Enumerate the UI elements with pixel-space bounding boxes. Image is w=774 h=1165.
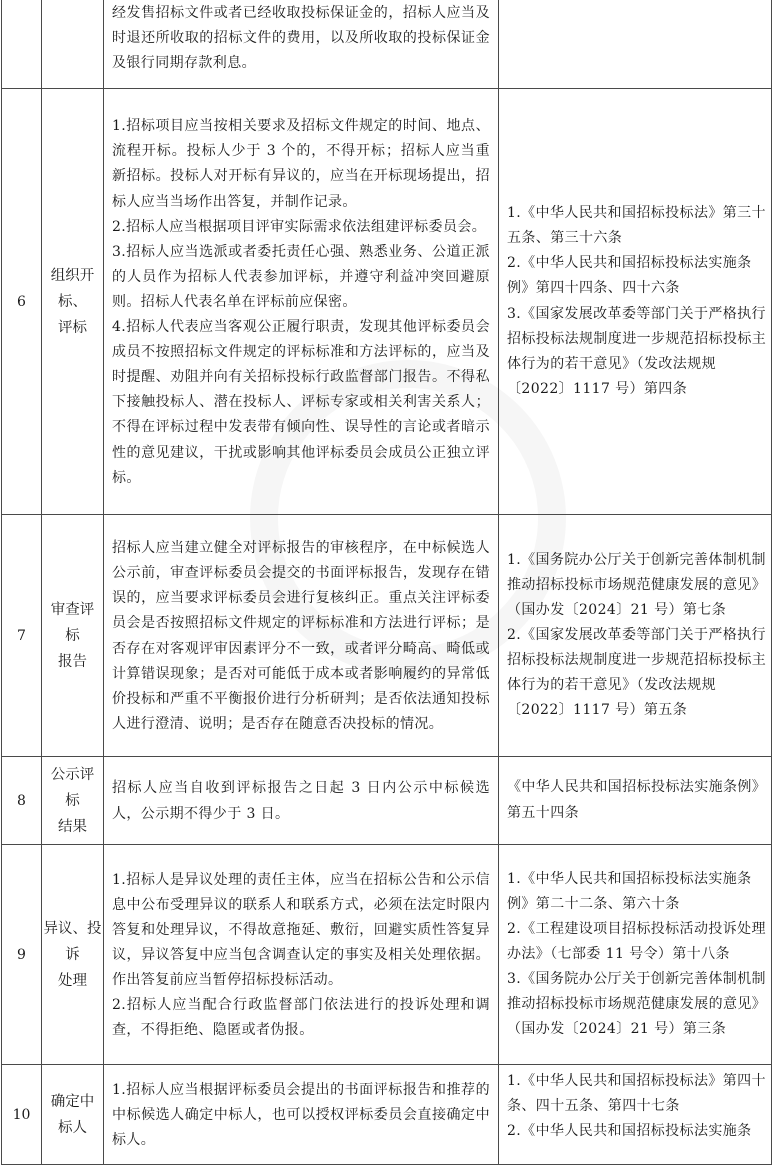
row-number (2, 0, 42, 89)
requirements-cell (104, 1065, 499, 1165)
legal-basis-cell (499, 845, 772, 1065)
item-name-line: 标 (65, 792, 80, 809)
requirement-paragraph: 2.招标人应当配合行政监督部门依法进行的投诉处理和调查，不得拒绝、隐匿或者伪报。 (112, 997, 490, 1039)
item-name-line: 处理 (58, 972, 87, 989)
requirements-cell (104, 845, 499, 1065)
requirements-cell (104, 0, 499, 89)
requirement-paragraph: 招标人应当自收到评标报告之日起 3 日内公示中标候选人，公示期不得少于 3 日。 (112, 780, 490, 822)
legal-basis-cell (499, 89, 772, 515)
legal-basis-paragraph: 3.《国家发展改革委等部门关于严格执行招标投标法规制度进一步规范招标投标主体行为的若干意见》（发改法规规〔2022〕1117 号）第四条 (507, 305, 767, 397)
requirement-paragraph: 1.招标人应当根据评标委员会提出的书面评标报告和推荐的中标候选人确定中标人，也可以授权评标委员会直接确定中标人。 (112, 1081, 490, 1149)
requirement-paragraph: 2.招标人应当根据项目评审实际需求依法组建评标委员会。 (112, 218, 487, 235)
item-name-line: 确定中 (50, 1093, 95, 1110)
table-row (2, 757, 772, 845)
item-name-line: 审查评 (50, 601, 95, 618)
item-name-line: 报告 (58, 653, 87, 670)
item-name-line: 评标 (58, 319, 87, 336)
legal-basis-paragraph: 2.《中华人民共和国招标投标法实施条 (507, 1123, 752, 1140)
requirement-paragraph: 经发售招标文件或者已经收取投标保证金的，招标人应当及时退还所收取的招标文件的费用，以及所收取的投标保证金及银行同期存款利息。 (112, 5, 490, 72)
legal-basis-paragraph: 《中华人民共和国招标投标法实施条例》第五十四条 (507, 779, 767, 821)
requirements-cell (104, 89, 499, 515)
row-number: 7 (2, 515, 42, 757)
table-row (2, 515, 772, 757)
item-name-line: 异议、投 (43, 920, 102, 937)
legal-basis-paragraph: 1.《国务院办公厅关于创新完善体制机制推动招标投标市场规范健康发展的意见》（国办发〔2024〕21 号）第七条 (507, 551, 767, 618)
legal-basis-paragraph: 1.《中华人民共和国招标投标法实施条例》第二十二条、第六十条 (507, 870, 752, 912)
item-name-line: 诉 (65, 946, 80, 963)
legal-basis-cell (499, 0, 772, 89)
legal-basis-paragraph: 1.《中华人民共和国招标投标法》第四十条、四十五条、第四十七条 (507, 1073, 766, 1115)
item-name (42, 515, 104, 757)
legal-basis-paragraph: 2.《工程建设项目招标投标活动投诉处理办法》（七部委 11 号令）第十八条 (507, 920, 766, 962)
item-name (42, 0, 104, 89)
requirements-cell (104, 757, 499, 845)
requirement-paragraph: 招标人应当建立健全对评标报告的审核程序，在中标候选人公示前，审查评标委员会提交的书面评标报告，发现存在错误的，应当要求评标委员会进行复核纠正。重点关注评标委员会是否按照招标文件规定的评标标准和方法进行评标；是否存在对客观评审因素评分不一致，或者评分畸高、畸低或计算错误现象；是否对可能低于成本或者影响履约的异常低价投标和严重不平衡报价进行分析研判；是否依法通知投标人进行澄清、说明；是否存在随意否决投标的情况。 (112, 540, 490, 732)
table-row (2, 845, 772, 1065)
item-name-line: 结果 (58, 818, 87, 835)
row-number: 10 (2, 1065, 42, 1165)
item-name-line: 标人 (58, 1119, 87, 1136)
item-name (42, 757, 104, 845)
legal-basis-paragraph: 3.《国务院办公厅关于创新完善体制机制推动招标投标市场规范健康发展的意见》（国办发〔2024〕21 号）第三条 (507, 971, 767, 1038)
table-row (2, 0, 772, 89)
requirement-paragraph: 1.招标人是异议处理的责任主体，应当在招标公告和公示信息中公布受理异议的联系人和联系方式，必须在法定时限内答复和处理异议，不得故意拖延、敷衍，回避实质性答复异议，异议答复中应当包含调查认定的事实及相关处理依据。作出答复前应当暂停招标投标活动。 (112, 871, 490, 989)
item-name-line: 标 (65, 627, 80, 644)
table-row (2, 1065, 772, 1165)
item-name (42, 1065, 104, 1165)
legal-basis-paragraph: 2.《国家发展改革委等部门关于严格执行招标投标法规制度进一步规范招标投标主体行为的若干意见》（发改法规规〔2022〕1117 号）第五条 (507, 626, 767, 719)
legal-basis-cell (499, 515, 772, 757)
item-name-line: 组织开 (50, 267, 95, 284)
table-row (2, 89, 772, 515)
item-name-line: 标、 (58, 293, 87, 310)
legal-basis-paragraph: 2.《中华人民共和国招标投标法实施条例》第四十四条、四十六条 (507, 255, 752, 297)
requirement-paragraph: 3.招标人应当选派或者委托责任心强、熟悉业务、公道正派的人员作为招标人代表参加评标，并遵守利益冲突回避原则。招标人代表名单在评标前应保密。 (112, 243, 490, 310)
requirement-paragraph: 1.招标项目应当按相关要求及招标文件规定的时间、地点、流程开标。投标人少于 3 个的，不得开标；招标人应当重新招标。投标人对开标有异议的，应当在开标现场提出，招标人应当当场作出答复，并制作记录。 (112, 118, 490, 210)
item-name (42, 89, 104, 515)
item-name (42, 845, 104, 1065)
row-number: 9 (2, 845, 42, 1065)
requirements-cell (104, 515, 499, 757)
item-name-line: 公示评 (50, 766, 95, 783)
legal-basis-cell (499, 757, 772, 845)
legal-basis-paragraph: 1.《中华人民共和国招标投标法》第三十五条、第三十六条 (507, 205, 766, 247)
row-number: 6 (2, 89, 42, 515)
legal-basis-cell (499, 1065, 772, 1165)
regulation-table (1, 0, 772, 1165)
requirement-paragraph: 4.招标人代表应当客观公正履行职责，发现其他评标委员会成员不按照招标文件规定的评标标准和方法评标的，应当及时提醒、劝阻并向有关招标投标行政监督部门报告。不得私下接触投标人、潜在投标人、评标专家或相关利害关系人；不得在评标过程中发表带有倾向性、误导性的言论或者暗示性的意见建议，干扰或影响其他评标委员会成员公正独立评标。 (112, 319, 490, 486)
row-number: 8 (2, 757, 42, 845)
